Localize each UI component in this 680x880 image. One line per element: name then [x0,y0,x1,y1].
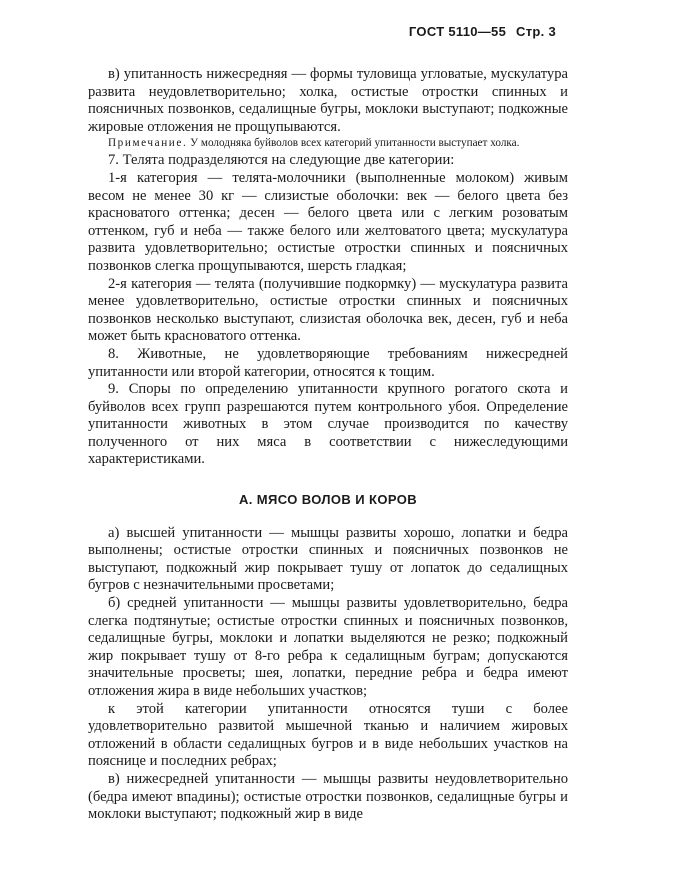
note-text: У молодняка буйволов всех категорий упитанности выступает холка. [190,137,520,150]
paragraph-calves-category-1: 1-я категория — телята-молочники (выполненные молоком) живым весом не менее 30 кг — слизистые оболочки: век — белого цвета без красноватого оттенка; десен — белого цвета или с легким розоватым оттенком, губ и неба — также белого или желтоватого цвета; мускулатура развита удовлетворительно; остистые отростки спинных и поясничных позвонков слегка прощупываются, шерсть гладкая; [88,169,568,274]
paragraph-thin-animals: 8. Животные, не удовлетворяющие требованиям нижесредней упитанности или второй категории, относятся к тощим. [88,345,568,380]
paragraph-calves-categories: 7. Телята подразделяются на следующие две категории: [108,152,455,169]
standard-number: ГОСТ 5110—55 [408,24,507,39]
note-label: Примечание. [108,137,188,150]
paragraph-meat-average-extra: к этой категории упитанности относятся туши с более удовлетворительно развитой мышечной тканью и наличием жировых отложений в области седалищных бугров и в виде небольших участков на пояснице и последних ребрах; [88,700,568,770]
paragraph-fatness-below-average: в) упитанность нижесредняя — формы туловища угловатые, мускулатура развита неудовлетворительно; холка, остистые отростки спинных и поясничных позвонков, седалищные бугры, моклоки выступают; подкожные жировые отложения не прощупываются. [88,66,568,135]
note [88,137,568,150]
paragraph-disputes: 9. Споры по определению упитанности крупного рогатого скота и буйволов всех групп разрешаются путем контрольного убоя. Определение упитанности животных в этом случае производится по качеству полученного от них мяса в соответствии с нижеследующими характеристиками. [88,381,568,468]
section-heading: А. МЯСО ВОЛОВ И КОРОВ [238,492,418,508]
page-header [403,24,556,39]
paragraph-meat-below-average: в) нижесредней упитанности — мышцы развиты неудовлетворительно (бедра имеют впадины); остистые отростки позвонков, седалищные бугры и моклоки выступают; подкожный жир в виде [88,770,568,823]
paragraph-meat-highest: а) высшей упитанности — мышцы развиты хорошо, лопатки и бедра выполнены; остистые отростки спинных и поясничных позвонков не выступают, подкожный жир покрывает тушу от лопаток до седалищных бугров с незначительными просветами; [88,524,568,594]
paragraph-calves-category-2: 2-я категория — телята (получившие подкормку) — мускулатура развита менее удовлетворительно, остистые отростки спинных и поясничных позвонков несколько выступают, слизистая оболочка век, десен, губ и неба может быть красноватого оттенка. [88,275,568,345]
paragraph-meat-average: б) средней упитанности — мышцы развиты удовлетворительно, бедра слегка подтянутые; остистые отростки спинных и поясничных позвонков, седалищные бугры, моклоки и лопатки выделяются не резко; подкожный жир покрывает тушу от 8-го ребра к седалищным буграм; допускаются значительные просветы; шея, лопатки, передние ребра и бедра имеют отложения жира в виде небольших участков; [88,595,568,699]
document-body [88,66,568,824]
page-number: Стр. 3 [516,24,556,39]
